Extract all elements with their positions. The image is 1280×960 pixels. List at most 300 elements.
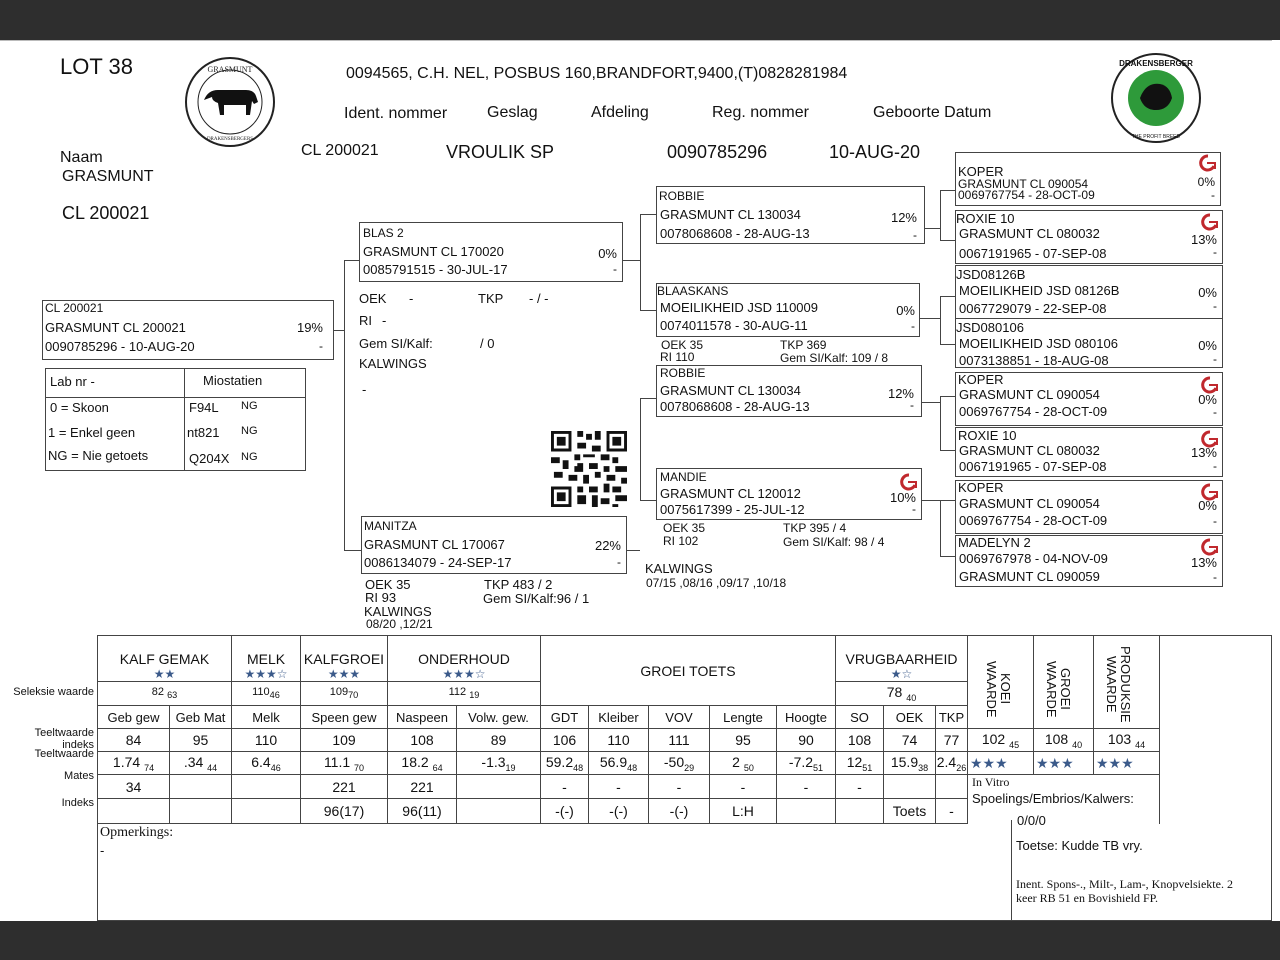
teelt-value: .34 <box>183 753 204 770</box>
ind2-cell: L:H <box>710 799 777 824</box>
notes-divider <box>1011 820 1012 921</box>
dd-number-date: 0075617399 - 25-JUL-12 <box>660 502 805 517</box>
seleksie-melk <box>232 682 301 706</box>
sel-value: 112 <box>448 686 467 699</box>
subheader: Lengte <box>710 706 777 729</box>
dam-tkp: TKP 483 / 2 <box>484 577 553 592</box>
teelt-sub: 64 <box>432 762 443 773</box>
link-line <box>940 190 941 240</box>
opmerkings-value: - <box>100 843 105 858</box>
teelt-cell <box>457 752 541 775</box>
subject-id: CL 200021 <box>45 301 104 315</box>
value-reg: 0090785296 <box>667 142 768 162</box>
gg-pct: 0% <box>1198 285 1217 300</box>
sel-sub: 63 <box>167 690 178 701</box>
gg-number-date: 0073138851 - 18-AUG-08 <box>959 353 1109 368</box>
gg-name: ROXIE 10 <box>958 428 1017 443</box>
subheader: Naspeen <box>388 706 457 729</box>
subheader: GDT <box>541 706 589 729</box>
gg-pct: 13% <box>1190 445 1217 460</box>
indeks-cell: 110 <box>232 729 301 752</box>
indeks-cell: 110 <box>589 729 649 752</box>
seleksie-kalf <box>98 682 232 706</box>
svg-text:THE PROFIT BREED: THE PROFIT BREED <box>1131 134 1181 140</box>
dam-gem: Gem SI/Kalf:96 / 1 <box>483 591 590 606</box>
label-geboorte: Geboorte Datum <box>873 104 992 121</box>
gg-card-5 <box>955 372 1223 426</box>
row-label-seleksie: Seleksie waarde <box>13 686 94 698</box>
seleksie-vrug <box>836 682 968 706</box>
sire-oek-label: OEK <box>359 291 387 306</box>
dd-dash: - <box>912 502 916 516</box>
ind2-cell: - <box>936 799 968 824</box>
gg-name: ROXIE 10 <box>956 211 1015 226</box>
gg-name: KOPER <box>958 480 1004 495</box>
teelt-value: 11.1 <box>323 753 351 770</box>
ind2-cell <box>170 799 232 824</box>
link-line <box>640 214 641 310</box>
group-vrugbaarheid-label: VRUGBAARHEID <box>845 651 958 667</box>
gg-dash: - <box>1213 514 1217 528</box>
ind2-cell: -(-) <box>589 799 649 824</box>
lab-key: 1 = Enkel geen <box>48 425 136 440</box>
sire-oek-value: - <box>409 291 414 306</box>
link-line <box>940 396 941 450</box>
ind2-cell: -(-) <box>541 799 589 824</box>
star-rating-icon: ★☆ <box>890 667 913 681</box>
gg-pct: 0% <box>1198 498 1217 513</box>
ss-name: ROBBIE <box>659 189 705 203</box>
teelt-cell <box>232 752 301 775</box>
link-line <box>640 398 641 500</box>
opmerkings-label: Opmerkings: <box>100 825 174 840</box>
sel-value: 82 <box>151 686 164 699</box>
dam-dam-card <box>656 468 922 520</box>
star-rating-icon: ★★★ <box>1034 752 1094 775</box>
link-line <box>623 260 640 261</box>
group-kalf-gemak-label: KALF GEMAK <box>119 651 210 667</box>
group-produksie-waarde <box>1094 636 1160 729</box>
sire-kalwings-value: - <box>362 382 367 397</box>
gg-number-date: GRASMUNT CL 090059 <box>959 569 1100 584</box>
dam-name: MANITZA <box>364 519 417 533</box>
link-line <box>940 190 955 191</box>
sd-tkp: TKP 369 <box>780 338 827 352</box>
indeks-cell: 89 <box>457 729 541 752</box>
miostatien-label: Miostatien <box>203 373 263 388</box>
dam-number-date: 0086134079 - 24-SEP-17 <box>364 555 512 570</box>
mates-cell: 221 <box>388 775 457 799</box>
indeks-cell: 74 <box>884 729 936 752</box>
lab-code: F94L <box>189 400 219 415</box>
gt-badge-icon <box>899 473 919 491</box>
gt-badge-icon <box>1198 154 1218 172</box>
value-indeks-sub: 45 <box>1009 739 1020 750</box>
gg-card-2 <box>955 210 1223 264</box>
sire-pct: 0% <box>598 246 617 261</box>
in-vitro-label: In Vitro <box>972 775 1010 789</box>
indeks-cell: 111 <box>649 729 710 752</box>
teelt-cell <box>541 752 589 775</box>
top-bar <box>0 0 1280 40</box>
gg-number-date: 0069767754 - 28-OCT-09 <box>959 404 1108 419</box>
stats-table <box>97 635 1231 824</box>
indeks-cell: 77 <box>936 729 968 752</box>
teelt-value: -1.3 <box>481 753 506 770</box>
dd-ri: RI 102 <box>663 534 699 548</box>
teelt-cell <box>777 752 836 775</box>
star-rating-icon: ★★★☆ <box>244 667 288 681</box>
gg-card-8 <box>955 535 1223 587</box>
teelt-cell <box>884 752 936 775</box>
subheader: Kleiber <box>589 706 649 729</box>
lab-code: Q204X <box>189 451 230 466</box>
subheader: Melk <box>232 706 301 729</box>
dam-pct: 22% <box>594 538 621 553</box>
dam-card <box>361 516 627 574</box>
teelt-cell <box>936 752 968 775</box>
mates-cell <box>884 775 936 799</box>
gg-pct: 13% <box>1190 232 1217 247</box>
ds-number-date: 0078068608 - 28-AUG-13 <box>660 399 810 414</box>
svg-text:DRAKENSBERGER: DRAKENSBERGER <box>1119 59 1193 68</box>
value-ident: CL 200021 <box>301 142 379 159</box>
teelt-cell <box>589 752 649 775</box>
gt-badge-icon <box>1200 213 1220 231</box>
link-line <box>920 318 940 319</box>
lot-number: LOT 38 <box>60 54 133 79</box>
gg-number-date: 0069767754 - 28-OCT-09 <box>958 188 1095 202</box>
gg-number-date: 0067729079 - 22-SEP-08 <box>959 301 1107 316</box>
gt-badge-icon <box>1200 538 1220 556</box>
link-line <box>627 550 640 551</box>
ds-reg: GRASMUNT CL 130034 <box>660 383 801 398</box>
indeks-row <box>98 729 1231 752</box>
teelt-sub: 46 <box>270 762 281 773</box>
group-vrugbaarheid <box>836 636 968 682</box>
subheader: Hoogte <box>777 706 836 729</box>
link-line <box>940 296 955 297</box>
indeks-cell: 108 <box>388 729 457 752</box>
sd-oek: OEK 35 <box>661 338 704 352</box>
teelt-sub: 70 <box>354 762 365 773</box>
teelt-sub: 74 <box>144 762 155 773</box>
group-groei-toets <box>541 636 836 706</box>
sel-value: 110 <box>252 686 270 699</box>
ds-dash: - <box>910 398 914 412</box>
gg-card-6 <box>955 427 1223 477</box>
subheader: Volw. gew. <box>457 706 541 729</box>
ss-dash: - <box>913 228 917 242</box>
gg-dash: - <box>1213 245 1217 259</box>
dd-gem: Gem SI/Kalf: 98 / 4 <box>783 535 885 549</box>
link-line <box>334 330 344 331</box>
lab-value: NG <box>241 425 258 437</box>
teelt-sub: 48 <box>573 762 584 773</box>
lab-value: NG <box>241 451 258 463</box>
gg-card-3 <box>955 265 1223 319</box>
sire-tkp-value: - / - <box>529 291 549 306</box>
sel-sub: 40 <box>906 692 917 703</box>
dd-reg: GRASMUNT CL 120012 <box>660 486 801 501</box>
teelt-sub: 51 <box>862 762 873 773</box>
gg-pct: 0% <box>1197 175 1215 189</box>
link-line <box>940 396 955 397</box>
teelt-row <box>98 752 1231 775</box>
dd-pct: 10% <box>889 490 916 505</box>
teelt-value: 2.4 <box>936 753 957 770</box>
gg-reg: GRASMUNT CL 080032 <box>959 443 1100 458</box>
gg-dash: - <box>1213 352 1217 366</box>
svg-text:DRAKENSBERGERS: DRAKENSBERGERS <box>206 137 254 142</box>
link-line <box>940 500 941 556</box>
label-geslag: Geslag <box>487 104 538 121</box>
lab-key: NG = Nie getoets <box>48 448 149 463</box>
link-line <box>940 556 955 557</box>
sire-sire-card <box>656 186 925 244</box>
teelt-cell <box>301 752 388 775</box>
gg-name: JSD08126B <box>956 267 1026 282</box>
sire-tkp-label: TKP <box>478 291 504 306</box>
link-line <box>640 214 656 215</box>
group-groei-toets-label: GROEI TOETS <box>640 662 736 679</box>
sel-value: 78 <box>886 684 903 701</box>
grasmunt-logo <box>184 56 276 148</box>
gg-card-7 <box>955 480 1223 534</box>
mates-row <box>98 775 1231 799</box>
group-onderhoud-label: ONDERHOUD <box>418 651 510 667</box>
naam-label: Naam <box>60 149 103 166</box>
group-kalfgroei <box>301 636 388 682</box>
ds-name: ROBBIE <box>660 366 706 380</box>
indeks-cell: 95 <box>710 729 777 752</box>
link-line <box>925 228 940 229</box>
teelt-cell <box>710 752 777 775</box>
qr-code <box>550 431 628 507</box>
sel-sub: 19 <box>469 690 480 701</box>
gg-name: JSD080106 <box>956 320 1024 335</box>
subheader: SO <box>836 706 884 729</box>
gt-badge-icon <box>1200 376 1220 394</box>
teelt-sub: 26 <box>956 762 967 773</box>
mates-cell <box>457 775 541 799</box>
sd-pct: 0% <box>896 303 915 318</box>
label-afdeling: Afdeling <box>591 104 649 121</box>
lab-value: NG <box>241 400 258 412</box>
gg-reg: GRASMUNT CL 080032 <box>959 226 1100 241</box>
gg-name: MADELYN 2 <box>958 535 1031 550</box>
gg-reg: 0069767978 - 04-NOV-09 <box>959 551 1108 566</box>
ss-pct: 12% <box>890 210 917 225</box>
sd-ri: RI 110 <box>660 350 695 364</box>
dam-reg: GRASMUNT CL 170067 <box>364 537 505 552</box>
sheet-edge <box>0 40 1272 41</box>
ind2-cell <box>777 799 836 824</box>
dd-name: MANDIE <box>660 470 707 484</box>
sire-dam-card <box>656 283 920 337</box>
link-line <box>940 296 941 344</box>
group-koei-waarde-label: KOEI WAARDE <box>984 660 1013 718</box>
mates-cell: - <box>649 775 710 799</box>
sire-name: BLAS 2 <box>363 226 404 240</box>
row-label-teeltwaarde: Teeltwaarde <box>34 748 94 760</box>
indeks-cell: 109 <box>301 729 388 752</box>
teelt-value: 6.4 <box>251 753 271 770</box>
star-rating-icon: ★★ <box>153 667 176 681</box>
teelt-sub: 44 <box>207 762 218 773</box>
teelt-value: -50 <box>663 753 685 770</box>
gg-reg: GRASMUNT CL 090054 <box>958 177 1089 191</box>
group-kalfgroei-label: KALFGROEI <box>303 651 385 667</box>
link-line <box>922 500 940 501</box>
sel-value: 109 <box>329 686 349 699</box>
sd-number-date: 0074011578 - 30-AUG-11 <box>660 318 808 333</box>
group-produksie-waarde-label: PRODUKSIE WAARDE <box>1104 645 1133 723</box>
dam-kalwings-value: 08/20 ,12/21 <box>366 617 433 631</box>
link-line <box>640 500 656 501</box>
group-groei-waarde-label: GROEI WAARDE <box>1044 660 1073 718</box>
dam-oek: OEK 35 <box>365 577 411 592</box>
link-line <box>344 260 359 261</box>
sire-kalwings-label: KALWINGS <box>359 356 427 371</box>
mates-cell <box>936 775 968 799</box>
lab-key: 0 = Skoon <box>50 400 109 415</box>
label-reg: Reg. nommer <box>712 104 809 121</box>
subject-card <box>42 300 334 360</box>
star-rating-icon: ★★★ <box>968 752 1034 775</box>
link-line <box>640 310 656 311</box>
teelt-sub: 38 <box>918 762 929 773</box>
dd-kalwings-label: KALWINGS <box>645 561 713 576</box>
teelt-value: 2 <box>732 753 740 770</box>
groei-indeks <box>1034 729 1094 752</box>
sire-card <box>359 222 623 282</box>
group-melk <box>232 636 301 682</box>
lab-divider <box>184 369 185 470</box>
teelt-value: 1.74 <box>112 753 141 770</box>
value-indeks: 102 <box>981 730 1006 747</box>
mates-cell: 34 <box>98 775 170 799</box>
gg-number-date: 0067191965 - 07-SEP-08 <box>959 246 1107 261</box>
indeks-cell: 106 <box>541 729 589 752</box>
seleksie-onderhoud <box>388 682 541 706</box>
teelt-cell <box>170 752 232 775</box>
lab-code: nt821 <box>187 425 220 440</box>
dd-oek: OEK 35 <box>663 521 706 535</box>
mates-cell <box>170 775 232 799</box>
group-melk-label: MELK <box>246 651 286 667</box>
sd-gem: Gem SI/Kalf: 109 / 8 <box>780 351 889 365</box>
subheader: Geb Mat <box>170 706 232 729</box>
teelt-sub: 29 <box>684 762 695 773</box>
subheader: OEK <box>884 706 936 729</box>
mates-cell: - <box>589 775 649 799</box>
in-vitro-cell <box>968 775 1160 824</box>
link-line <box>940 450 955 451</box>
ds-pct: 12% <box>887 386 914 401</box>
dam-dash: - <box>617 555 621 569</box>
sire-ri-label: RI <box>359 313 372 328</box>
group-onderhoud <box>388 636 541 682</box>
teelt-sub: 19 <box>505 762 516 773</box>
ind2-cell: -(-) <box>649 799 710 824</box>
row-label-indeks: Teeltwaarde indeks <box>34 727 94 751</box>
ind2-cell <box>98 799 170 824</box>
ind2-cell <box>836 799 884 824</box>
ss-reg: GRASMUNT CL 130034 <box>660 207 801 222</box>
gg-reg: GRASMUNT CL 090054 <box>959 496 1100 511</box>
group-groei-waarde <box>1034 636 1094 729</box>
ind2-cell: 96(11) <box>388 799 457 824</box>
spoelings-label: Spoelings/Embrios/Kalwers: <box>972 791 1134 806</box>
ind2-cell: Toets <box>884 799 936 824</box>
mates-cell <box>232 775 301 799</box>
inent-text: Inent. Spons-., Milt-, Lam-, Knopvelsiekte. 2 keer RB 51 en Bovishield FP. <box>1016 877 1233 905</box>
gt-badge-icon <box>1200 483 1220 501</box>
dam-ri: RI 93 <box>365 590 397 605</box>
mates-cell: - <box>836 775 884 799</box>
dam-kalwings-label: KALWINGS <box>364 604 432 619</box>
sire-gem-value: / 0 <box>480 336 495 351</box>
indeks-cell: 95 <box>170 729 232 752</box>
teelt-value: 12 <box>846 753 863 770</box>
link-line <box>940 240 955 241</box>
ind2-cell: 96(17) <box>301 799 388 824</box>
row-label-indeks-2: Indeks <box>61 797 94 809</box>
teelt-cell <box>836 752 884 775</box>
seleksie-kalfgroei <box>301 682 388 706</box>
gg-reg: GRASMUNT CL 090054 <box>959 387 1100 402</box>
naam-cl: CL 200021 <box>62 203 150 223</box>
star-rating-icon: ★★★ <box>327 667 361 681</box>
value-indeks: 108 <box>1044 730 1069 747</box>
indeks-cell: 108 <box>836 729 884 752</box>
gg-pct: 13% <box>1190 555 1217 570</box>
toetse-text: Toetse: Kudde TB vry. <box>1016 838 1143 853</box>
koei-indeks <box>968 729 1034 752</box>
mates-cell: 221 <box>301 775 388 799</box>
link-line <box>940 500 955 501</box>
bottom-bar <box>0 921 1280 960</box>
subject-number-date: 0090785296 - 10-AUG-20 <box>45 339 195 354</box>
link-line <box>344 260 345 550</box>
link-line <box>344 550 362 551</box>
indeks-cell: 84 <box>98 729 170 752</box>
link-line <box>940 344 955 345</box>
lab-table <box>45 368 306 471</box>
subheader: Speen gew <box>301 706 388 729</box>
sire-ri-value: - <box>382 313 387 328</box>
gg-card-4 <box>955 318 1223 368</box>
spoelings-value: 0/0/0 <box>1017 813 1046 828</box>
gg-card-1 <box>955 152 1221 206</box>
mates-cell: - <box>710 775 777 799</box>
dd-kalwings-value: 07/15 ,08/16 ,09/17 ,10/18 <box>646 576 787 590</box>
value-indeks-sub: 40 <box>1072 739 1083 750</box>
star-rating-icon: ★★★ <box>1094 752 1160 775</box>
gg-dash: - <box>1213 405 1217 419</box>
sire-dash: - <box>613 262 617 276</box>
teelt-sub: 51 <box>813 762 824 773</box>
gg-reg: MOEILIKHEID JSD 08126B <box>959 283 1120 298</box>
mates-cell: - <box>777 775 836 799</box>
link-line <box>922 402 940 403</box>
subject-dash: - <box>319 339 323 353</box>
subject-pct: 19% <box>296 320 323 335</box>
indeks-cell: 90 <box>777 729 836 752</box>
teelt-value: 18.2 <box>401 753 429 770</box>
row-label-mates: Mates <box>64 770 94 782</box>
